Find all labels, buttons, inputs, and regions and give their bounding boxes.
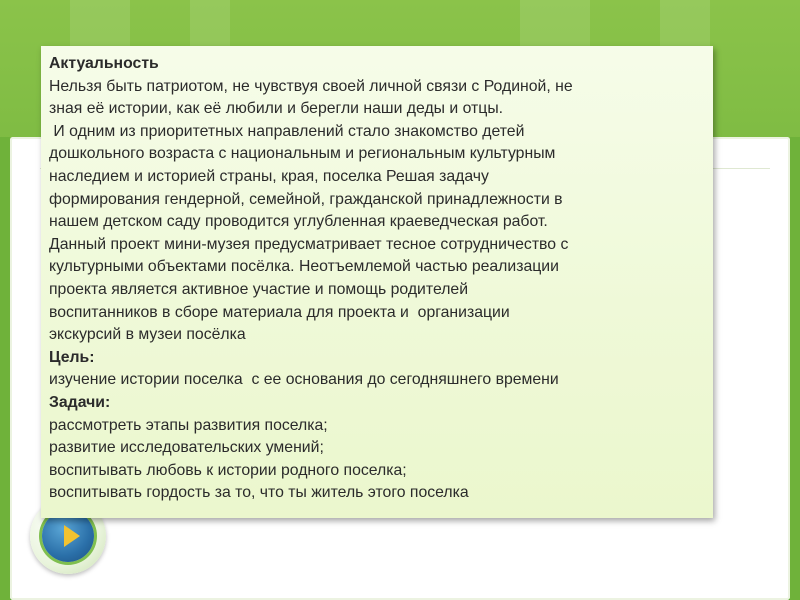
relevance-line: Данный проект мини-музея предусматривает тесное сотрудничество с: [49, 235, 569, 253]
relevance-line: зная её истории, как её любили и берегли наши деды и отцы.: [49, 100, 504, 118]
relevance-line: И одним из приоритетных направлений стало знакомство детей: [49, 122, 525, 140]
relevance-line: культурными объектами посёлка. Неотъемлемой частью реализации: [49, 258, 559, 276]
panel-right-border: [790, 137, 800, 600]
relevance-line: Нельзя быть патриотом, не чувствуя своей личной связи с Родиной, не: [49, 77, 573, 95]
relevance-line: проекта является активное участие и помощь родителей: [49, 280, 469, 298]
relevance-line: формирования гендерной, семейной, гражданской принадлежности в: [49, 190, 563, 208]
heading-relevance: Актуальность: [49, 55, 159, 72]
text-box: [41, 46, 713, 518]
goal-text: изучение истории поселка с ее основания до сегодняшнего времени: [49, 371, 559, 389]
task-item: воспитывать гордость за то, что ты житель этого поселка: [49, 484, 469, 502]
panel-left-border: [0, 137, 10, 600]
heading-tasks: Задачи:: [49, 393, 111, 411]
relevance-line: нашем детском саду проводится углубленная краеведческая работ.: [49, 213, 548, 231]
relevance-line: экскурсий в музеи посёлка: [49, 326, 246, 344]
relevance-line: воспитанников в сборе материала для проекта и организации: [49, 303, 510, 321]
heading-goal: Цель:: [49, 348, 95, 366]
task-item: рассмотреть этапы развития поселка;: [49, 416, 328, 434]
task-item: развитие исследовательских умений;: [49, 439, 324, 457]
play-icon: [64, 525, 80, 547]
task-item: воспитывать любовь к истории родного поселка;: [49, 461, 407, 479]
relevance-line: дошкольного возраста с национальным и региональным культурным: [49, 145, 556, 163]
relevance-line: наследием и историей страны, края, поселка Решая задачу: [49, 167, 489, 185]
